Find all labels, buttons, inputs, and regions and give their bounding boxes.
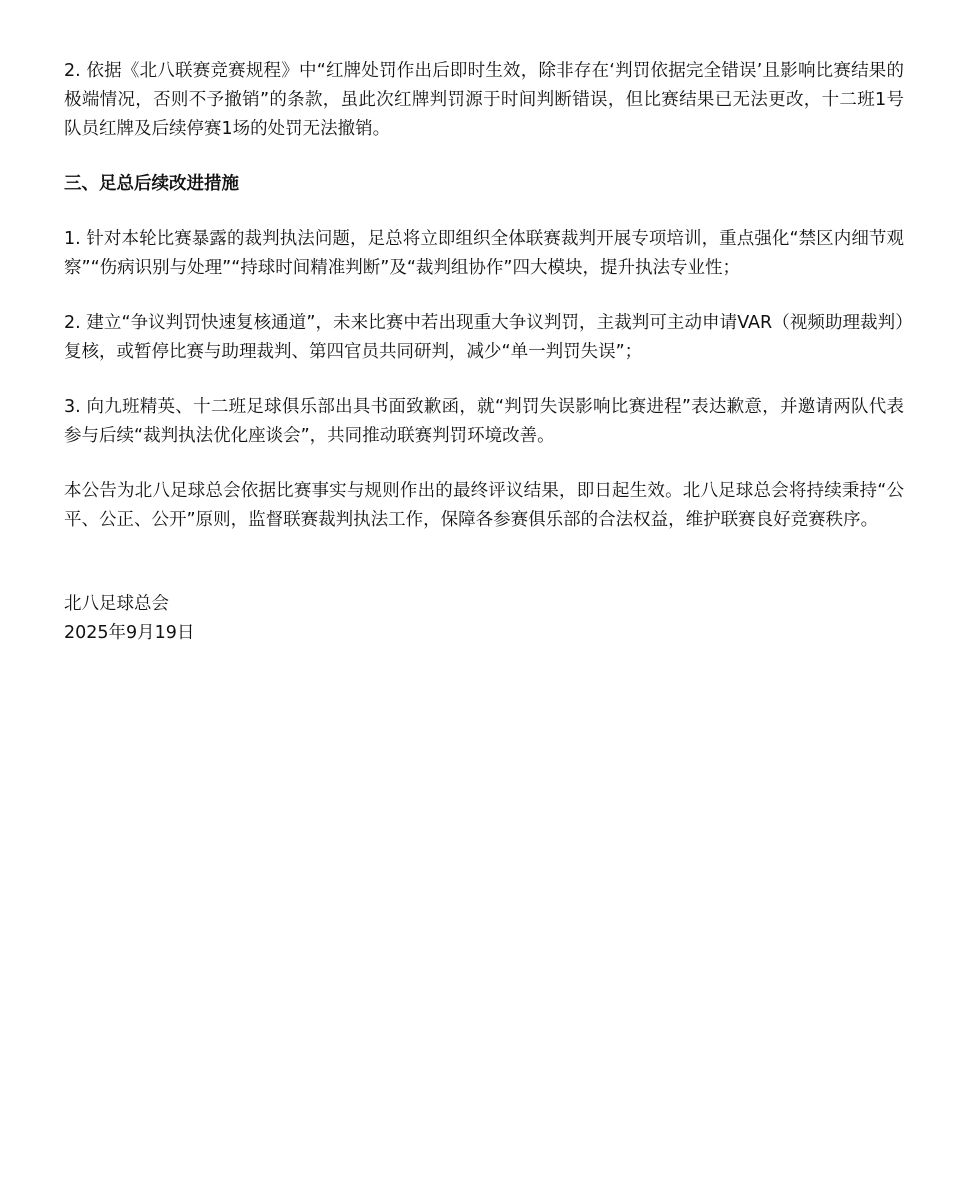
- improvement-item-1: 1. 针对本轮比赛暴露的裁判执法问题，足总将立即组织全体联赛裁判开展专项培训，重点强化“禁区内细节观察”“伤病识别与处理”“持球时间精准判断”及“裁判组协作”四大模块，提升执法专业性；: [64, 229, 904, 278]
- signature-organization: 北八足球总会: [64, 594, 169, 614]
- signature-block: [64, 590, 904, 648]
- improvement-item-2: 2. 建立“争议判罚快速复核通道”，未来比赛中若出现重大争议判罚，主裁判可主动申请VAR（视频助理裁判）复核，或暂停比赛与助理裁判、第四官员共同研判，减少“单一判罚失误”；: [64, 313, 904, 362]
- signature-date: 2025年9月19日: [64, 623, 195, 643]
- rule-clause-paragraph: 2. 依据《北八联赛竞赛规程》中“红牌处罚作出后即时生效，除非存在‘判罚依据完全错误’且影响比赛结果的极端情况，否则不予撤销”的条款，虽此次红牌判罚源于时间判断错误，但比赛结果已无法更改，十二班1号队员红牌及后续停赛1场的处罚无法撤销。: [64, 61, 904, 139]
- section-heading-improvements: 三、足总后续改进措施: [64, 174, 239, 194]
- notice-document: [64, 57, 904, 648]
- closing-paragraph: 本公告为北八足球总会依据比赛事实与规则作出的最终评议结果，即日起生效。北八足球总会将持续秉持“公平、公正、公开”原则，监督联赛裁判执法工作，保障各参赛俱乐部的合法权益，维护联赛良好竞赛秩序。: [64, 481, 904, 530]
- improvement-item-3: 3. 向九班精英、十二班足球俱乐部出具书面致歉函，就“判罚失误影响比赛进程”表达歉意，并邀请两队代表参与后续“裁判执法优化座谈会”，共同推动联赛判罚环境改善。: [64, 397, 904, 446]
